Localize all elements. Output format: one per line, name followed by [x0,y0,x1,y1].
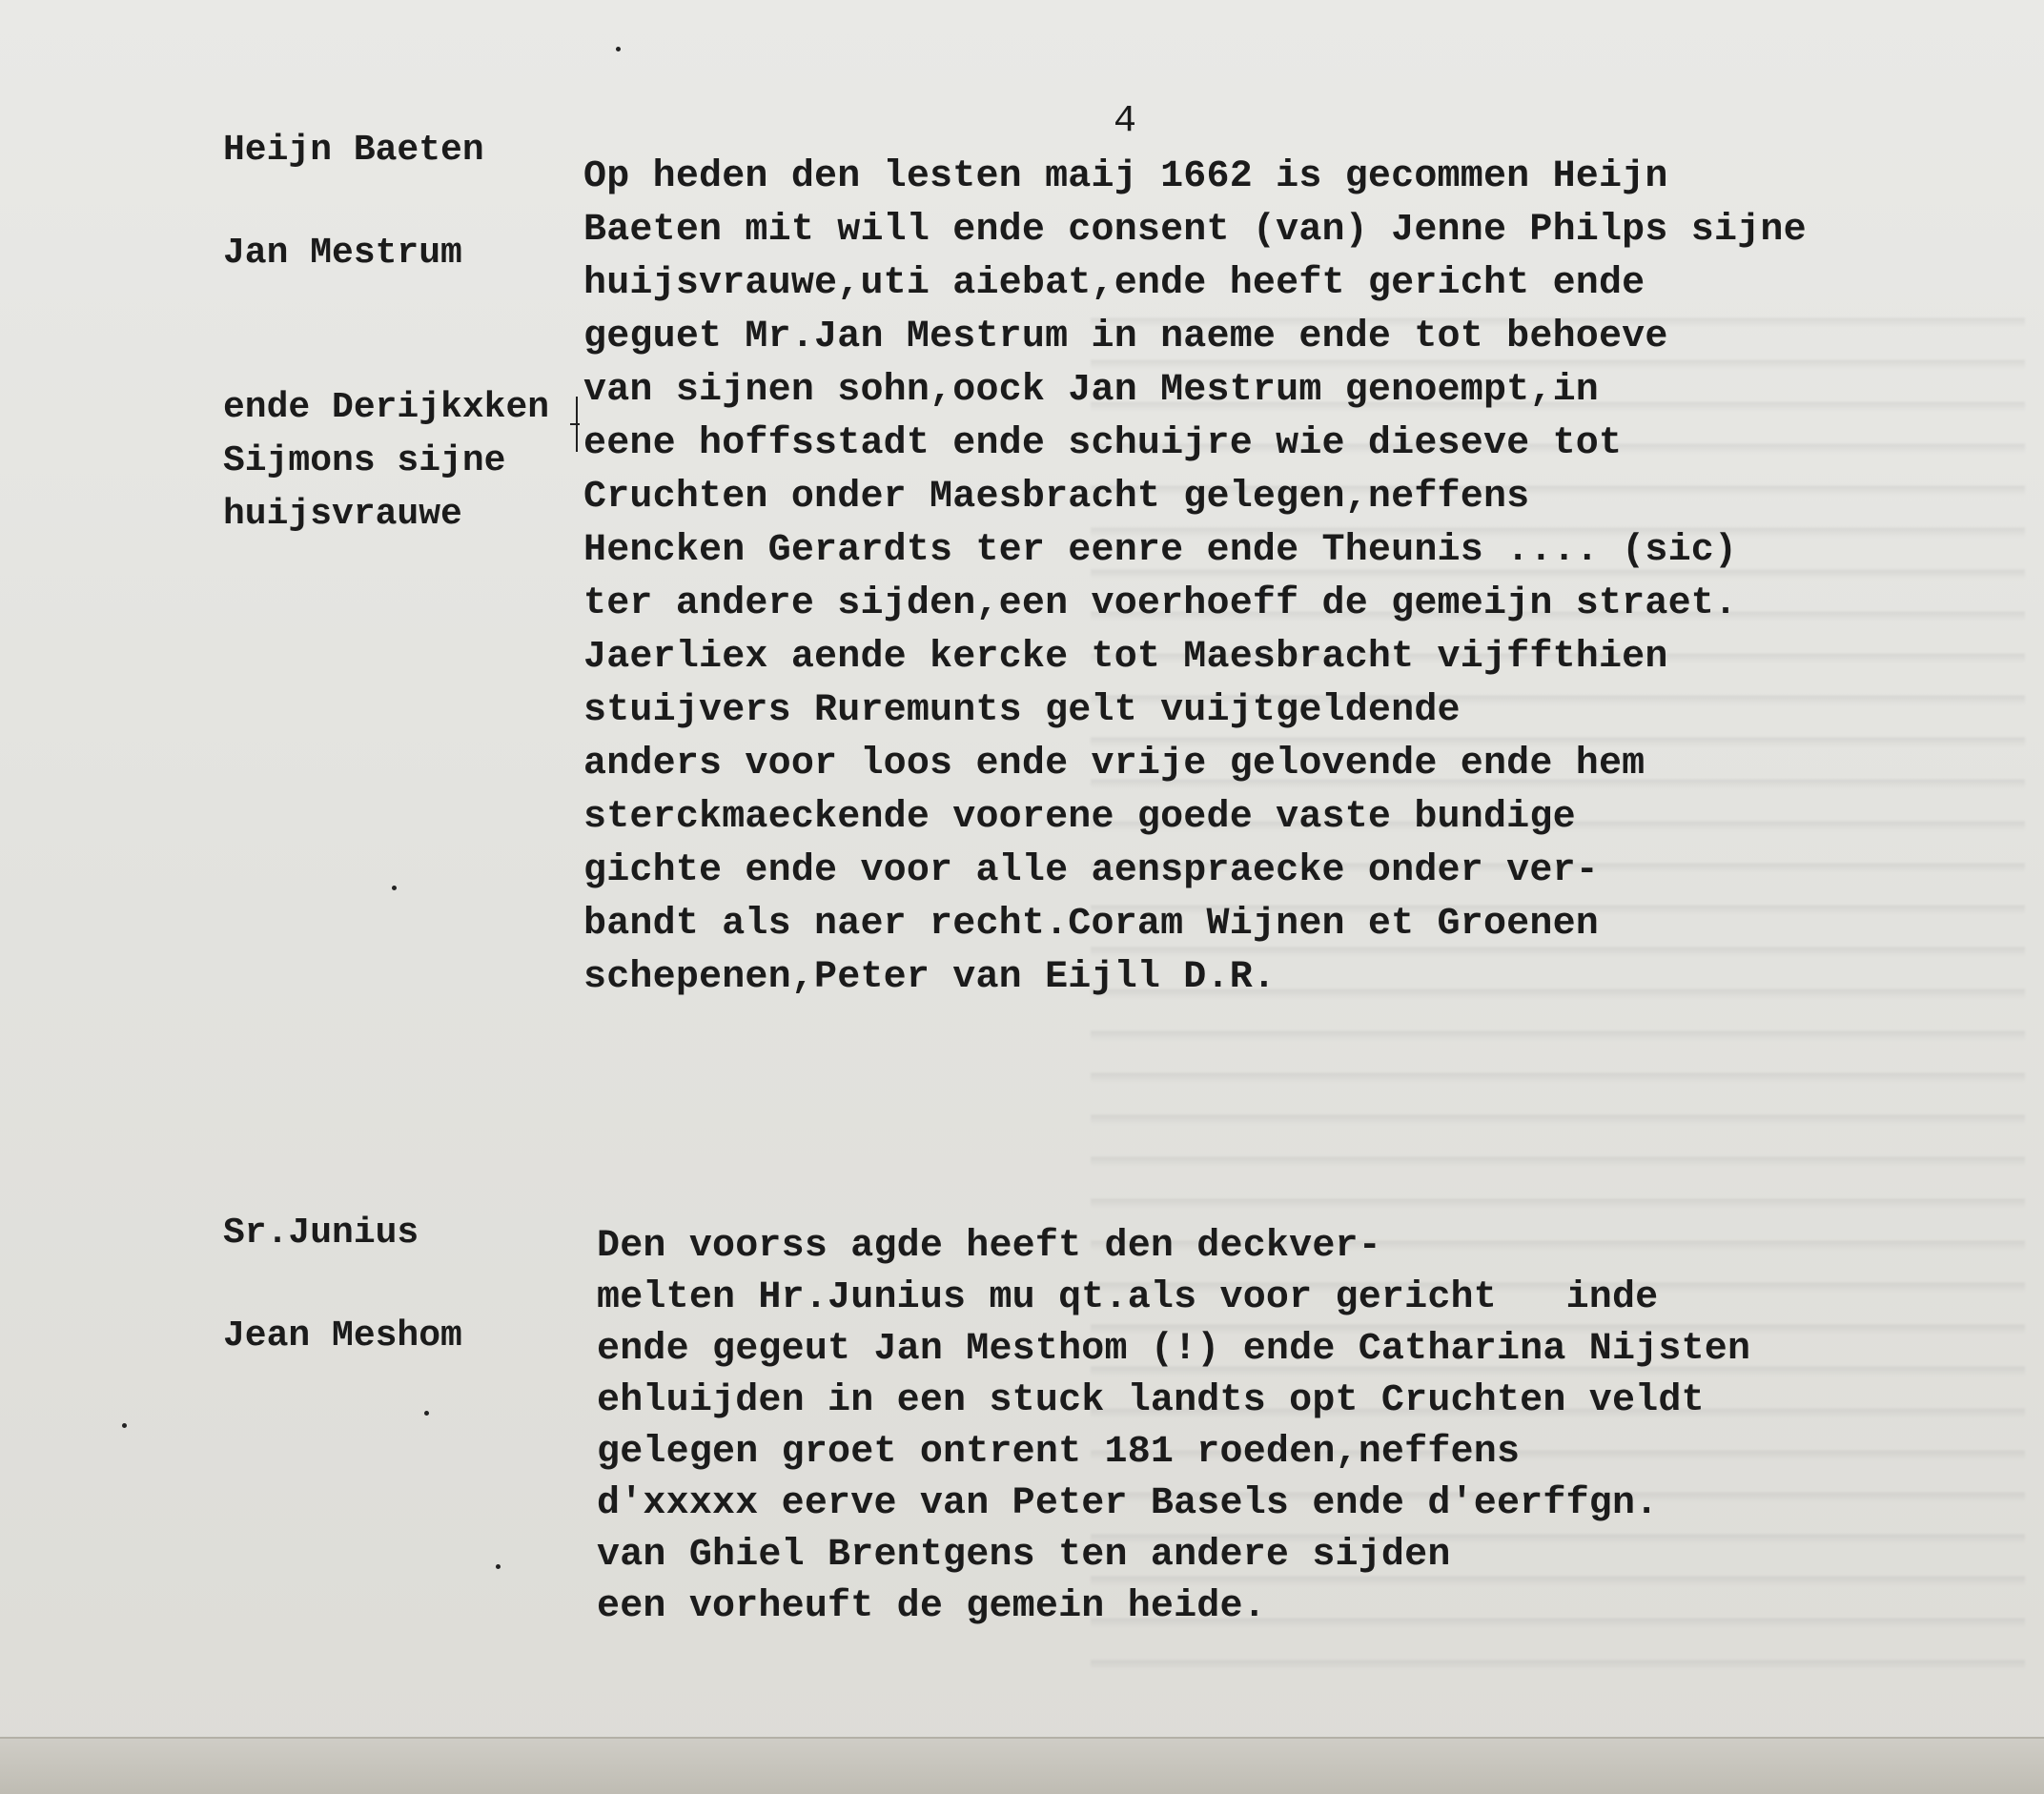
dust-mark [496,1564,501,1569]
entry-1-line-9: ter andere sijden,een voerhoeff de gemeijn straet. [583,582,1738,625]
entry-1-line-3: huijsvrauwe,uti aiebat,ende heeft gericht ende [583,262,1645,305]
left-label-sr-junius: Sr.Junius [223,1213,419,1254]
entry-1-line-1: Op heden den lesten maij 1662 is gecommen Heijn [583,155,1668,198]
left-label-ende-derijkxken: ende Derijkxken [223,387,550,428]
entry-2-line-3: ende gegeut Jan Mesthom (!) ende Catharina Nijsten [597,1328,1751,1371]
entry-2-line-2: melten Hr.Junius mu qt.als voor gericht inde [597,1276,1659,1319]
entry-1-line-13: sterckmaeckende voorene goede vaste bundige [583,796,1576,839]
left-label-sijmons: Sijmons sijne [223,440,506,481]
entry-1-line-6: eene hoffsstadt ende schuijre wie dieseve tot [583,422,1623,465]
dust-mark [616,47,621,51]
entry-2-line-7: van Ghiel Brentgens ten andere sijden [597,1534,1451,1577]
left-label-huijsvrauwe: huijsvrauwe [223,494,462,535]
entry-2-line-1: Den voorss agde heeft den deckver- [597,1225,1381,1268]
dust-mark [122,1423,127,1428]
entry-1-line-15: bandt als naer recht.Coram Wijnen et Groenen [583,903,1599,946]
dust-mark [392,886,397,890]
left-label-jean-meshom: Jean Meshom [223,1315,462,1356]
entry-1-line-8: Hencken Gerardts ter eenre ende Theunis .... (sic) [583,529,1738,572]
left-label-jan-mestrum: Jan Mestrum [223,233,462,274]
entry-1-line-7: Cruchten onder Maesbracht gelegen,neffens [583,476,1530,519]
entry-1-line-11: stuijvers Ruremunts gelt vuijtgeldende [583,689,1461,732]
entry-2-line-5: gelegen groet ontrent 181 roeden,neffens [597,1431,1521,1474]
entry-1-line-2: Baeten mit will ende consent (van) Jenne Philps sijne [583,209,1807,252]
entry-1-line-10: Jaerliex aende kercke tot Maesbracht vijffthien [583,636,1668,679]
entry-1-line-16: schepenen,Peter van Eijll D.R. [583,956,1277,999]
entry-2-line-4: ehluijden in een stuck landts opt Cruchten veldt [597,1379,1705,1422]
lower-page-edge [0,1737,2044,1794]
left-label-heijn-baeten: Heijn Baeten [223,130,484,171]
entry-2-line-6: d'xxxxx eerve van Peter Basels ende d'eerffgn. [597,1482,1659,1525]
entry-1-line-14: gichte ende voor alle aenspraecke onder ver- [583,849,1599,892]
entry-2-line-8: een vorheuft de gemein heide. [597,1585,1266,1628]
entry-1-line-4: geguet Mr.Jan Mestrum in naeme ende tot behoeve [583,316,1668,358]
entry-1-line-12: anders voor loos ende vrije gelovende ende hem [583,743,1645,785]
entry-1-line-5: van sijnen sohn,oock Jan Mestrum genoempt,in [583,369,1599,412]
dust-mark [424,1411,429,1416]
page-number: 4 [1114,100,1137,143]
